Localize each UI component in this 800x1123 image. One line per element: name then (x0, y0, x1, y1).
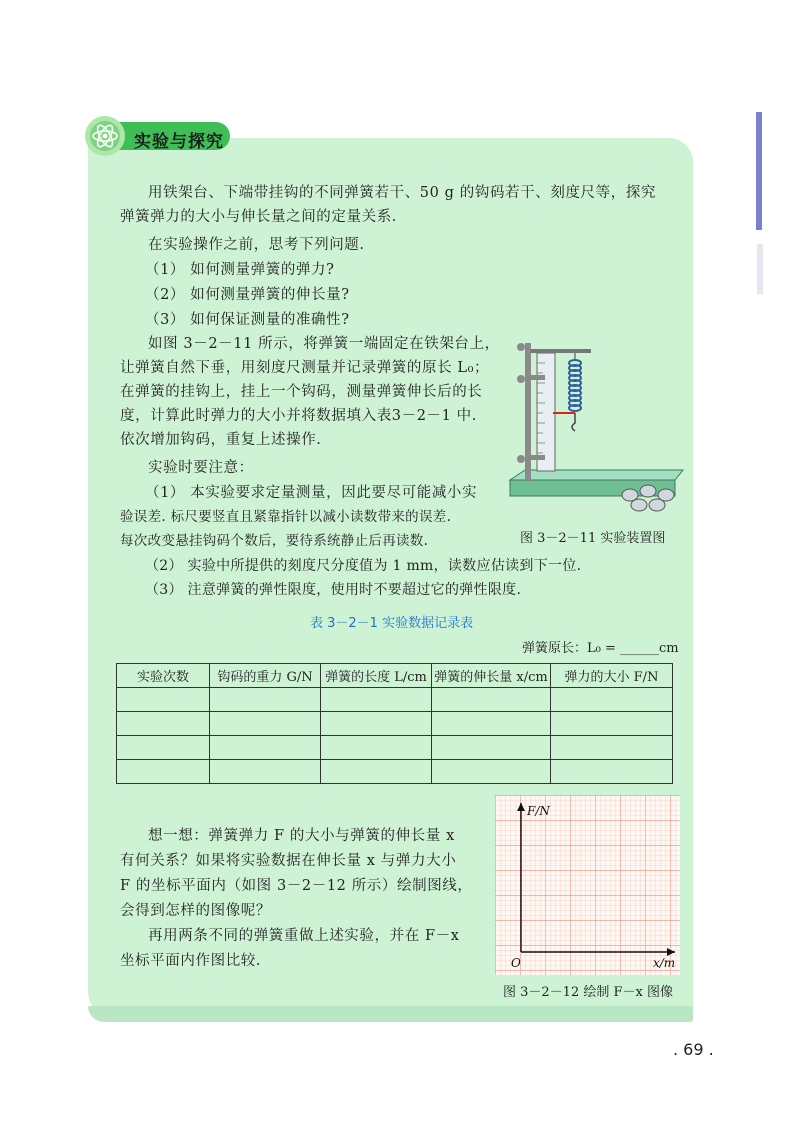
y-axis-label: F/N (527, 804, 550, 818)
text-line: 用铁架台、下端带挂钩的不同弹簧若干、50 g 的钩码若干、刻度尺等，探究 (148, 185, 657, 201)
table-title: 表 3－2－1 实验数据记录表 (310, 616, 474, 631)
text-line: 想一想：弹簧弹力 F 的大小与弹簧的伸长量 x (148, 828, 455, 844)
text-line: 如图 3－2－11 所示，将弹簧一端固定在铁架台上， (148, 336, 500, 352)
table-cell (210, 760, 321, 784)
text-line: F 的坐标平面内（如图 3－2－12 所示）绘制图线， (120, 878, 473, 894)
table-cell (210, 736, 321, 760)
table-header-row (117, 664, 673, 688)
table-cell (117, 760, 210, 784)
table-cell (432, 736, 551, 760)
table-cell (210, 688, 321, 712)
text-line: 在弹簧的挂钩上，挂上一个钩码，测量弹簧伸长后的长 (120, 384, 483, 400)
text-line: 再用两条不同的弹簧重做上述实验，并在 F－x (148, 928, 460, 944)
table-cell (321, 688, 432, 712)
text-line: （3） 如何保证测量的准确性? (145, 312, 350, 328)
spring-length-note: 弹簧原长：L₀ = ______cm (522, 641, 679, 656)
text-line: （3） 注意弹簧的弹性限度，使用时不要超过它的弹性限度. (145, 582, 522, 598)
table-header: 钩码的重力 G/N (210, 664, 321, 688)
text-line: （1） 如何测量弹簧的弹力? (145, 262, 335, 278)
text-line: 在实验操作之前，思考下列问题. (148, 237, 365, 253)
text-line: 度，计算此时弹力的大小并将数据填入表3－2－1 中. (120, 408, 477, 424)
table-header: 弹力的大小 F/N (551, 664, 673, 688)
section-badge (84, 115, 234, 157)
table-header: 实验次数 (117, 664, 210, 688)
table-cell (117, 712, 210, 736)
text-line: 验误差. 标尺要竖直且紧靠指针以减小读数带来的误差. (120, 509, 452, 525)
table-cell (321, 760, 432, 784)
page-edge-tab (757, 244, 763, 294)
atom-icon (84, 115, 126, 157)
text-line: （1） 本实验要求定量测量，因此要尽可能减小实 (145, 485, 478, 501)
table-cell (551, 736, 673, 760)
x-axis-label: x/m (653, 956, 676, 970)
origin-label: O (511, 956, 521, 970)
table-cell (117, 688, 210, 712)
table-row (117, 760, 673, 784)
experiment-apparatus-figure (505, 335, 685, 520)
table-cell (551, 712, 673, 736)
table-cell (321, 736, 432, 760)
text-line: 有何关系？如果将实验数据在伸长量 x 与弹力大小 (120, 853, 457, 869)
text-line: 让弹簧自然下垂，用刻度尺测量并记录弹簧的原长 L₀； (120, 360, 490, 376)
table-cell (432, 760, 551, 784)
table-header: 弹簧的长度 L/cm (321, 664, 432, 688)
table-cell (432, 712, 551, 736)
section-title: 实验与探究 (134, 132, 224, 152)
text-line: 坐标平面内作图比较. (120, 953, 262, 969)
table-cell (432, 688, 551, 712)
table-cell (551, 688, 673, 712)
table-row (117, 688, 673, 712)
text-line: （2） 实验中所提供的刻度尺分度值为 1 mm，读数应估读到下一位. (145, 558, 582, 574)
text-line: 会得到怎样的图像呢？ (120, 903, 271, 919)
table-cell (321, 712, 432, 736)
table-cell (117, 736, 210, 760)
table-header: 弹簧的伸长量 x/cm (432, 664, 551, 688)
text-line: 每次改变悬挂钩码个数后，要待系统静止后再读数. (120, 533, 429, 549)
panel-footer (88, 1006, 693, 1022)
page-number: . 69 . (673, 1040, 714, 1059)
table-cell (551, 760, 673, 784)
table-cell (210, 712, 321, 736)
page-edge-marker (756, 112, 762, 230)
f-x-graph-paper (495, 795, 680, 975)
figure-caption: 图 3－2－12 绘制 F－x 图像 (503, 985, 673, 1000)
text-line: （2） 如何测量弹簧的伸长量? (145, 287, 350, 303)
table-row (117, 736, 673, 760)
table-row (117, 712, 673, 736)
data-record-table (116, 663, 673, 784)
text-line: 实验时要注意： (148, 460, 254, 476)
text-line: 依次增加钩码，重复上述操作. (120, 432, 322, 448)
figure-caption: 图 3－2－11 实验装置图 (520, 531, 666, 546)
text-line: 弹簧弹力的大小与伸长量之间的定量关系. (120, 209, 398, 225)
